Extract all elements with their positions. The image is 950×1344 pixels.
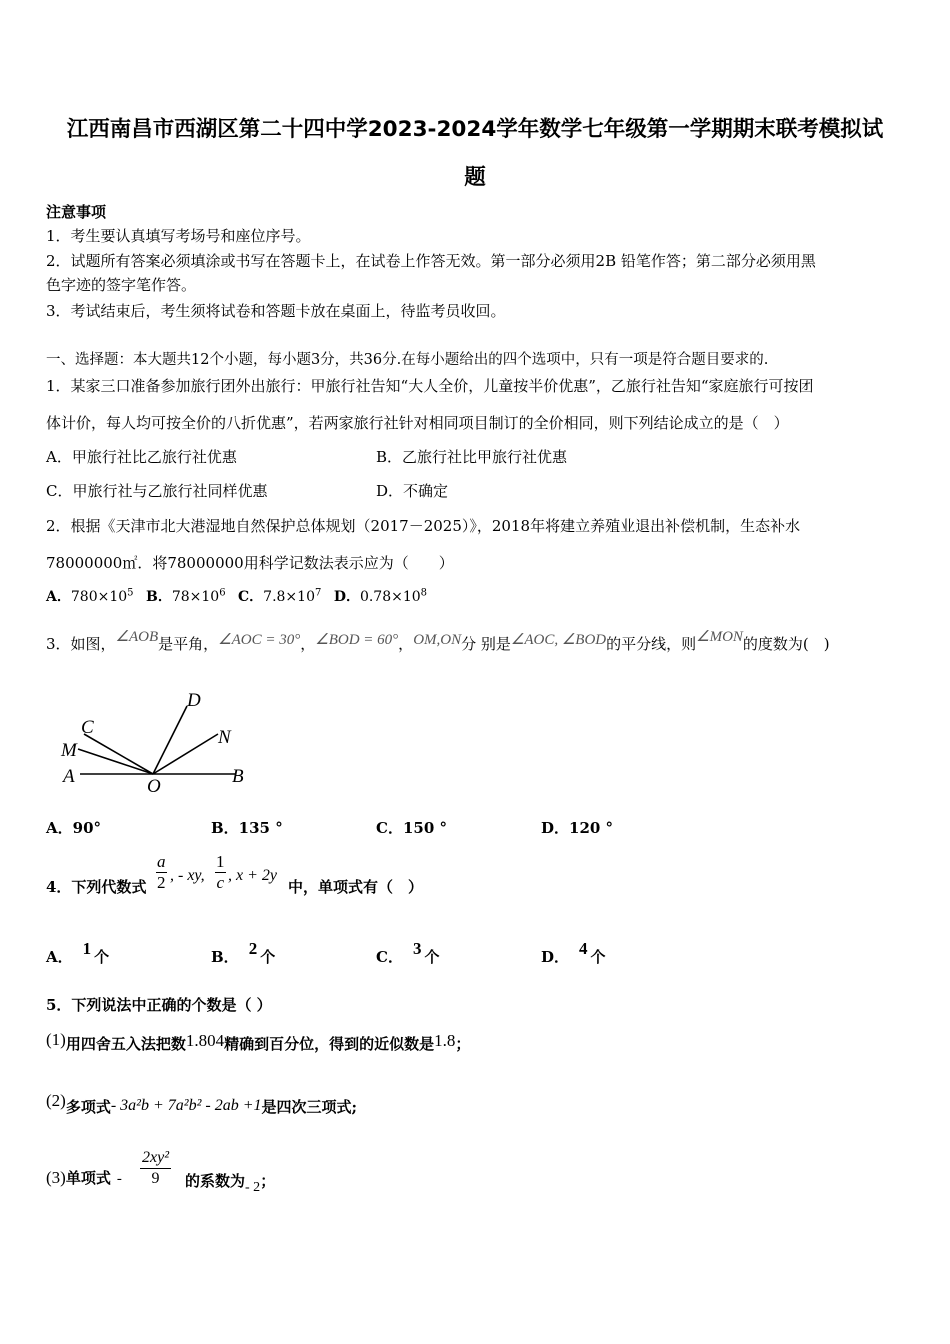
q5-stem: 5．下列说法中正确的个数是（ ） — [46, 996, 272, 1014]
q4-term-xy: , - xy, — [170, 867, 205, 884]
q4-option-d — [541, 939, 606, 967]
q5-s3-frac-num: 2xy² — [140, 1148, 171, 1169]
q4-option-d-value: 4 — [579, 939, 588, 958]
q5-statement-3-prefix — [46, 1168, 122, 1189]
q3-text-3: 的平分线，则 — [606, 635, 697, 653]
q3-option-b: B．135 ° — [211, 819, 283, 837]
q3-option-d: D．120 ° — [541, 819, 614, 837]
q2-option-b-label: B． — [145, 589, 172, 605]
q4-option-a-value: 1 — [82, 939, 92, 958]
q3-stem — [46, 629, 830, 655]
fig-label-c: C — [81, 717, 94, 738]
q2-option-c-base: 7.8×10 — [263, 589, 315, 605]
q4-frac2-den: c — [216, 873, 225, 892]
notice-item-3: 3．考试结束后，考生须将试卷和答题卡放在桌面上，待监考员收回。 — [46, 302, 506, 320]
q1-option-a: A．甲旅行社比乙旅行社优惠 — [46, 448, 237, 466]
q4-frac2-num: 1 — [216, 852, 225, 871]
q3-angle-mon: ∠MON — [696, 629, 743, 645]
q5-s3-text-c: ； — [260, 1172, 276, 1190]
q2-line-1: 2．根据《天津市北大港湿地自然保护总体规划（2017－2025）》，2018年将建立养殖业退出补偿机制，生态补水 — [46, 517, 801, 535]
q5-s1-text-a: 用四舍五入法把数 — [65, 1035, 186, 1053]
q3-text-4: 的度数为( ) — [742, 635, 830, 653]
q5-s2-polynomial: - 3a²b + 7a²b² - 2ab +1 — [110, 1097, 262, 1114]
q5-s1-value-1804: 1.804 — [185, 1031, 225, 1050]
q5-s3-coefficient: - 2 — [245, 1180, 261, 1195]
q3-text-1: 是平角， — [158, 635, 219, 653]
q3-option-c: C．150 ° — [376, 819, 447, 837]
q1-option-b: B．乙旅行社比甲旅行社优惠 — [376, 448, 568, 466]
q5-s3-text-b: 的系数为 — [185, 1172, 246, 1190]
q5-s2-number: (2) — [46, 1091, 66, 1110]
q2-option-d-label: D． — [333, 589, 360, 605]
q4-option-a-unit: 个 — [94, 948, 110, 966]
q3-sep-1: ， — [300, 635, 316, 653]
q3-prefix: 3．如图， — [46, 635, 116, 653]
q5-s1-value-18: 1.8 — [434, 1031, 456, 1050]
q5-s2-text-b: 是四次三项式; — [261, 1098, 358, 1116]
q4-option-a-label: A． — [46, 948, 73, 966]
q5-s3-frac-den: 9 — [151, 1170, 160, 1187]
q4-option-c-label: C． — [376, 948, 403, 966]
fig-label-a: A — [63, 766, 75, 787]
q5-s1-number: (1) — [46, 1030, 66, 1049]
q3-sep-2: ， — [398, 635, 414, 653]
fig-label-b: B — [232, 766, 244, 787]
q3-option-a: A．90° — [46, 819, 102, 837]
q5-s1-text-c: ； — [455, 1035, 471, 1053]
q2-option-a-exp: 5 — [127, 587, 134, 599]
q4-term-x-plus-2y: , x + 2y — [228, 867, 277, 884]
q5-s3-sign: - — [116, 1171, 122, 1187]
q4-option-b-unit: 个 — [260, 948, 276, 966]
q5-s3-text-a: 单项式 — [65, 1169, 111, 1187]
notice-item-1: 1．考生要认真填写考场号和座位序号。 — [46, 227, 311, 245]
notice-item-2a: 2．试题所有答案必须填涂或书写在答题卡上，在试卷上作答无效。第一部分必须用2B 铅笔作答；第二部分必须用黑 — [46, 252, 816, 270]
fig-label-d: D — [187, 690, 201, 711]
q1-line-1: 1．某家三口准备参加旅行团外出旅行：甲旅行社告知“大人全价，儿童按半价优惠”，乙旅行社告知“家庭旅行可按团 — [46, 377, 814, 395]
q3-angles: ∠AOC, ∠BOD — [510, 632, 607, 648]
q3-angle-aob: ∠AOB — [115, 629, 159, 645]
q3-figure — [55, 688, 265, 798]
q3-rays: OM,ON — [413, 632, 462, 648]
q2-option-a-base: 780×10 — [70, 589, 128, 605]
q4-option-c-value: 3 — [412, 939, 422, 958]
q4-frac1-den: 2 — [157, 873, 166, 892]
q2-option-c-label: C． — [238, 589, 264, 605]
q5-statement-2 — [46, 1091, 358, 1118]
q4-option-a — [46, 939, 110, 967]
fig-label-m: M — [61, 740, 77, 761]
title-line-1: 江西南昌市西湖区第二十四中学2023-2024学年数学七年级第一学期期末联考模拟试 — [66, 117, 884, 142]
q5-statement-3-suffix — [185, 1171, 275, 1193]
q4-suffix: 中，单项式有（ ） — [288, 878, 424, 896]
q4-option-c — [376, 939, 440, 967]
q4-option-b-value: 2 — [248, 939, 258, 958]
q2-option-b-exp: 6 — [219, 587, 226, 599]
q5-s1-text-b: 精确到百分位，得到的近似数是 — [224, 1035, 435, 1053]
q5-s3-number: (3) — [46, 1168, 66, 1187]
q2-option-b-base: 78×10 — [171, 589, 220, 605]
q4-frac1-num: a — [157, 852, 166, 871]
q2-options — [46, 587, 427, 607]
q1-option-c: C．甲旅行社与乙旅行社同样优惠 — [46, 482, 268, 500]
title-line-2: 题 — [464, 165, 486, 190]
q2-line-2: 78000000㎡．将78000000用科学记数法表示应为（ ） — [46, 554, 454, 572]
q2-option-a-label: A． — [46, 589, 71, 605]
q5-s2-text-a: 多项式 — [65, 1098, 111, 1116]
q4-option-c-unit: 个 — [424, 948, 440, 966]
q1-line-2: 体计价，每人均可按全价的八折优惠”，若两家旅行社针对相同项目制订的全价相同，则下列结论成立的是（ ） — [46, 414, 789, 432]
q4-fraction-a-over-2 — [155, 852, 168, 893]
q4-fraction-1-over-c — [214, 852, 227, 893]
q2-option-d-exp: 8 — [420, 587, 428, 599]
q1-option-d: D．不确定 — [376, 482, 449, 500]
q2-option-d-base: 0.78×10 — [359, 589, 421, 605]
q4-option-b-label: B． — [211, 948, 239, 966]
notice-heading: 注意事项 — [46, 203, 107, 221]
notice-item-2b: 色字迹的签字笔作答。 — [46, 276, 197, 294]
fig-label-o: O — [147, 776, 161, 797]
q2-option-c-exp: 7 — [314, 587, 322, 599]
q5-s3-fraction — [140, 1148, 171, 1189]
q3-angle-bod: ∠BOD = 60° — [315, 632, 399, 648]
section-heading: 一、选择题：本大题共12个小题，每小题3分，共36分.在每小题给出的四个选项中，只有一项是符合题目要求的. — [46, 352, 769, 368]
q4-option-d-unit: 个 — [590, 948, 606, 966]
q4-prefix: 4．下列代数式 — [46, 878, 147, 896]
q3-angle-aoc: ∠AOC = 30° — [218, 632, 301, 648]
q4-option-d-label: D． — [541, 948, 570, 966]
q5-statement-1 — [46, 1030, 471, 1054]
q3-text-2: 分 别是 — [461, 635, 511, 653]
q4-option-b — [211, 939, 276, 967]
fig-label-n: N — [218, 727, 231, 748]
